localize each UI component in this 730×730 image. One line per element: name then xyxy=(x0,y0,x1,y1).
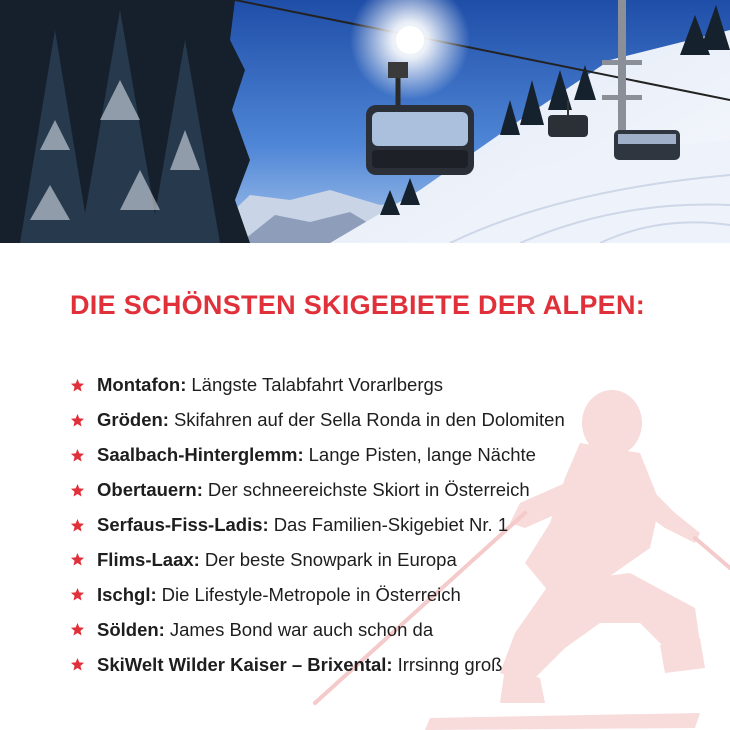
list-item xyxy=(70,577,565,612)
resort-name: Obertauern: xyxy=(97,479,203,501)
list-item xyxy=(70,438,565,473)
resort-description: Längste Talabfahrt Vorarlbergs xyxy=(191,374,444,396)
resort-name: Saalbach-Hinterglemm: xyxy=(97,444,304,466)
list-item xyxy=(70,368,565,403)
list-item xyxy=(70,542,565,577)
resort-name: Gröden: xyxy=(97,409,169,431)
star-icon xyxy=(70,622,85,637)
list-item xyxy=(70,647,565,682)
resort-description: Der beste Snowpark in Europa xyxy=(204,548,457,570)
page-title: DIE SCHÖNSTEN SKIGEBIETE DER ALPEN: xyxy=(70,290,646,320)
resort-description: Die Lifestyle-Metropole in Österreich xyxy=(161,583,461,605)
resort-name: Montafon: xyxy=(97,374,187,396)
resort-name: Ischgl: xyxy=(97,583,157,605)
hero-image xyxy=(0,0,730,243)
resort-description: Der schneereichste Skiort in Österreich xyxy=(207,479,530,501)
resort-description: Irrsinng groß xyxy=(397,653,503,675)
content-panel xyxy=(0,243,730,730)
resort-description: Skifahren auf der Sella Ronda in den Dolomiten xyxy=(173,409,565,431)
star-icon xyxy=(70,657,85,672)
list-item xyxy=(70,403,565,438)
resort-description: Das Familien-Skigebiet Nr. 1 xyxy=(273,514,509,535)
star-icon xyxy=(70,587,85,602)
resort-name: Sölden: xyxy=(97,618,165,640)
star-icon xyxy=(70,378,85,393)
star-icon xyxy=(70,413,85,428)
resort-description: James Bond war auch schon da xyxy=(169,618,434,640)
resort-name: Serfaus-Fiss-Ladis: xyxy=(97,514,269,535)
star-icon xyxy=(70,448,85,463)
star-icon xyxy=(70,552,85,567)
resort-name: Flims-Laax: xyxy=(97,548,200,570)
star-icon xyxy=(70,483,85,498)
list-item xyxy=(70,508,565,543)
list-item xyxy=(70,612,565,647)
list-item xyxy=(70,473,565,508)
resort-list xyxy=(70,368,565,682)
star-icon xyxy=(70,518,85,533)
resort-description: Lange Pisten, lange Nächte xyxy=(308,444,536,466)
resort-name: SkiWelt Wilder Kaiser – Brixental: xyxy=(97,653,393,675)
